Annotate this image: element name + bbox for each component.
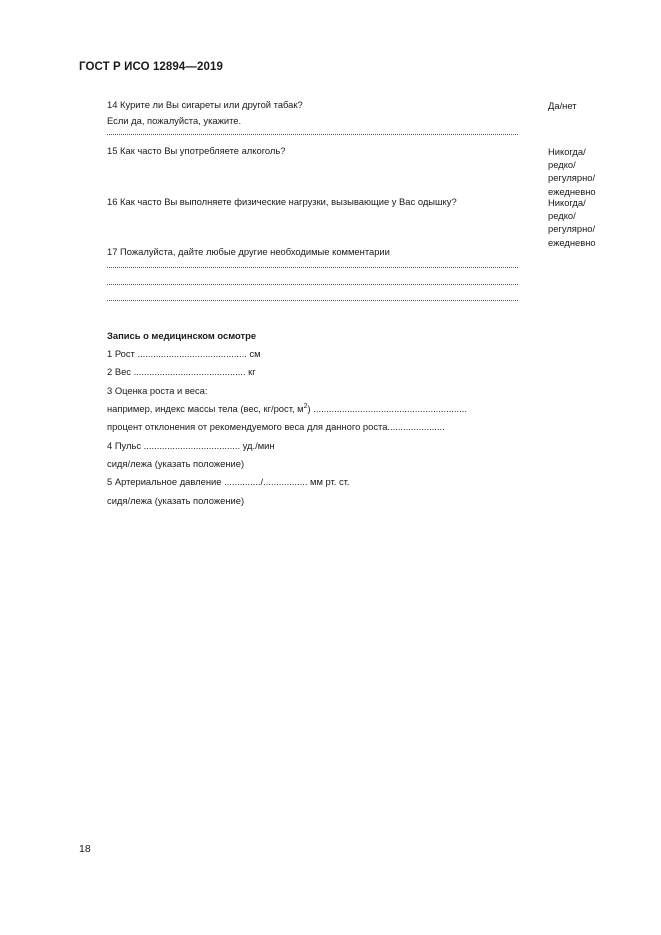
exam-weight-deviation: процент отклонения от рекомендуемого веса для данного роста...................... bbox=[107, 421, 445, 432]
standard-header: ГОСТ Р ИСО 12894—2019 bbox=[79, 61, 224, 73]
exam-pressure-position: сидя/лежа (указать положение) bbox=[107, 495, 245, 506]
page-number: 18 bbox=[79, 843, 91, 855]
question-15-options bbox=[548, 145, 596, 198]
exam-pulse-position: сидя/лежа (указать положение) bbox=[107, 458, 245, 469]
bmi-label: например, индекс массы тела (вес, кг/рост, м bbox=[107, 403, 304, 414]
bmi-dots: ) ........................................................... bbox=[307, 403, 467, 414]
exam-weight: 2 Вес ........................................... кг bbox=[107, 366, 256, 377]
exam-pulse: 4 Пульс ..................................... уд./мин bbox=[107, 440, 275, 451]
answer-option: Да/нет bbox=[548, 100, 577, 111]
answer-option: редко/ bbox=[548, 210, 576, 222]
answer-option: ежедневно bbox=[548, 185, 596, 197]
answer-option: ежедневно bbox=[548, 236, 596, 248]
question-14: 14 Курите ли Вы сигареты или другой табак? bbox=[107, 99, 303, 110]
answer-option: Никогда/ bbox=[548, 197, 586, 208]
answer-option: Никогда/ bbox=[548, 146, 586, 157]
answer-option: редко/ bbox=[548, 159, 576, 171]
exam-blood-pressure: 5 Артериальное давление ............../................. мм рт. ст. bbox=[107, 476, 350, 487]
question-14-followup: Если да, пожалуйста, укажите. bbox=[107, 115, 242, 126]
comment-line bbox=[107, 267, 518, 268]
comment-line bbox=[107, 284, 518, 285]
comment-line bbox=[107, 300, 518, 301]
bmi-superscript: 2 bbox=[303, 402, 308, 410]
exam-height: 1 Рост .......................................... см bbox=[107, 348, 261, 359]
answer-line bbox=[107, 134, 518, 135]
question-16-options bbox=[548, 196, 596, 249]
exam-bmi bbox=[107, 403, 467, 415]
answer-option: регулярно/ bbox=[548, 172, 596, 184]
exam-section-title: Запись о медицинском осмотре bbox=[107, 330, 257, 341]
question-15: 15 Как часто Вы употребляете алкоголь? bbox=[107, 145, 286, 156]
answer-option: регулярно/ bbox=[548, 223, 596, 235]
question-17: 17 Пожалуйста, дайте любые другие необходимые комментарии bbox=[107, 246, 390, 257]
exam-assessment: 3 Оценка роста и веса: bbox=[107, 385, 208, 396]
question-14-answer bbox=[548, 99, 577, 112]
question-16: 16 Как часто Вы выполняете физические нагрузки, вызывающие у Вас одышку? bbox=[107, 196, 457, 207]
